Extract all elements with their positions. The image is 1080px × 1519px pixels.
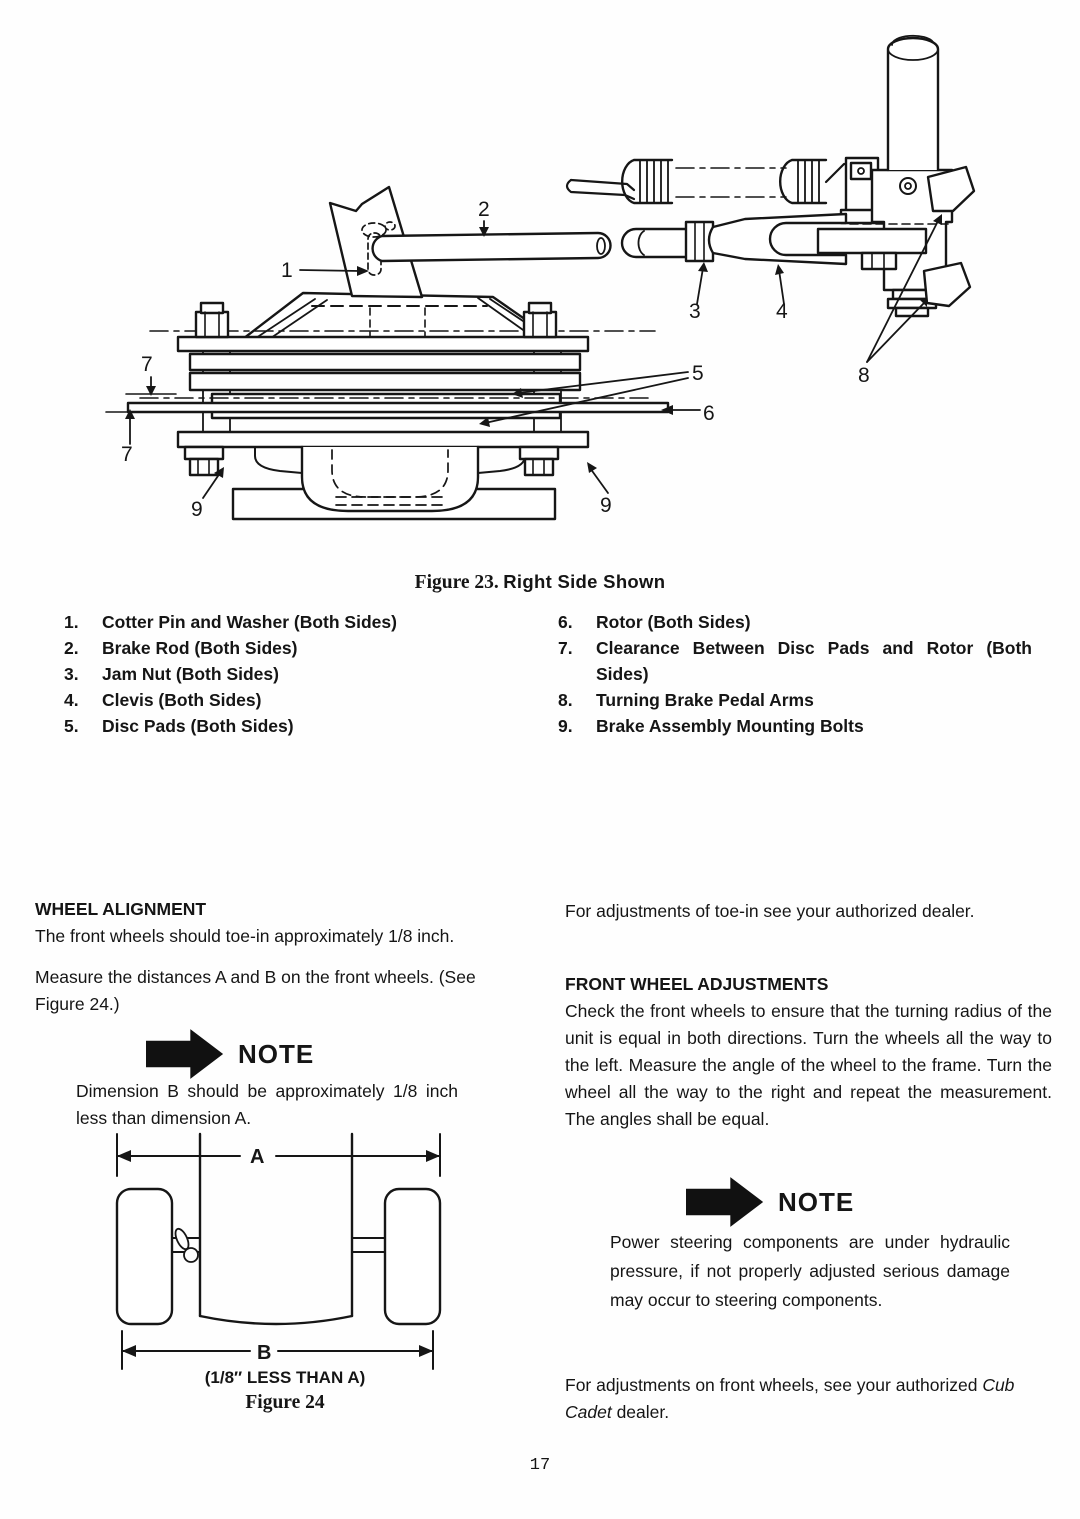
dimension-b: [122, 1331, 433, 1369]
left-front-wheel: [117, 1189, 172, 1324]
figure23-brake-assembly-drawing: [0, 0, 1080, 560]
parts-list-item: [64, 687, 516, 713]
figure23-caption: [0, 571, 1080, 594]
parts-list-item: [64, 609, 516, 635]
part-number: 1.: [64, 612, 79, 632]
closing-text-before: For adjustments on front wheels, see your authorized: [565, 1375, 983, 1395]
note-block-2: [686, 1176, 854, 1228]
part-number: 7.: [558, 638, 573, 658]
callout-3: 3: [689, 300, 701, 323]
part-label: Turning Brake Pedal Arms: [596, 690, 814, 710]
parts-list-item: [558, 713, 1032, 739]
part-label: Rotor (Both Sides): [596, 612, 751, 632]
rotor-shaft-rod: [128, 403, 668, 412]
part-label: Disc Pads (Both Sides): [102, 716, 294, 736]
callout-7-top: 7: [141, 353, 153, 376]
parts-list-item: [64, 713, 516, 739]
callout-6: 6: [703, 402, 715, 425]
closing-text-after: dealer.: [611, 1402, 670, 1422]
note-text-1: Dimension B should be approximately 1/8 inch less than dimension A.: [76, 1081, 458, 1128]
toe-in-dealer-para: For adjustments of toe-in see your authorized dealer.: [565, 901, 975, 921]
part-number: 9.: [558, 716, 573, 736]
part-label: Brake Assembly Mounting Bolts: [596, 716, 864, 736]
dimension-a-label: A: [250, 1146, 265, 1168]
part-label: Clevis (Both Sides): [102, 690, 262, 710]
part-label: Cotter Pin and Washer (Both Sides): [102, 612, 397, 632]
front-wheel-adjustments-para: Check the front wheels to ensure that the turning radius of the unit is equal in both directions. Turn the wheels all the way to the left. Measure the angle of the wheel to the frame. Turn the wheel all the way to the right and repeat the measurement. The angles shall be equal.: [565, 1001, 1052, 1129]
parts-list-item: [558, 687, 1032, 713]
callout-4: 4: [776, 300, 788, 323]
part-number: 6.: [558, 612, 573, 632]
note-arrow-icon: [686, 1176, 764, 1228]
callout-1: 1: [281, 259, 293, 282]
parts-list-right-column: [558, 609, 1032, 739]
parts-list-item: [64, 661, 516, 687]
callout-2: 2: [478, 198, 490, 221]
part-number: 8.: [558, 690, 573, 710]
brake-rod: [373, 233, 611, 261]
page-number: 17: [529, 1456, 551, 1475]
note-arrow-icon: [146, 1028, 224, 1080]
parts-list-left-column: [64, 609, 516, 739]
wheel-alignment-heading: WHEEL ALIGNMENT: [35, 899, 207, 919]
right-front-wheel: [385, 1189, 440, 1324]
figure24-caption: Figure 24: [245, 1392, 325, 1413]
wheel-alignment-para1: The front wheels should toe-in approximately 1/8 inch.: [35, 926, 455, 946]
front-wheel-adjustments-heading: FRONT WHEEL ADJUSTMENTS: [565, 974, 829, 994]
part-label: Clearance Between Disc Pads and Rotor (Both Sides): [596, 638, 1032, 684]
closing-brand-italic: Cub Cadet: [565, 1375, 1015, 1422]
figure23-caption-number: Figure 23.: [414, 572, 499, 593]
parts-list-item: [558, 609, 1032, 635]
part-number: 4.: [64, 690, 79, 710]
callout-5: 5: [692, 362, 704, 385]
figure24-subcaption: (1/8″ LESS THAN A): [204, 1368, 366, 1387]
callout-9-right: 9: [600, 494, 612, 517]
note-label: NOTE: [238, 1038, 315, 1069]
dimension-a: [117, 1134, 440, 1176]
return-spring: [567, 160, 870, 203]
wheel-alignment-section: [35, 896, 512, 1018]
callout-9-left: 9: [191, 498, 203, 521]
part-label: Jam Nut (Both Sides): [102, 664, 279, 684]
figure23-caption-text: Right Side Shown: [503, 571, 666, 592]
front-wheel-adjustments-section: [565, 971, 1052, 1133]
note-block-1: [146, 1028, 314, 1080]
closing-para: [565, 1372, 1055, 1426]
dimension-b-label: B: [257, 1342, 272, 1364]
wheel-alignment-para2: Measure the distances A and B on the front wheels. (See Figure 24.): [35, 967, 476, 1014]
part-number: 2.: [64, 638, 79, 658]
part-number: 5.: [64, 716, 79, 736]
parts-list-item: [64, 635, 516, 661]
callout-8: 8: [858, 364, 870, 387]
part-number: 3.: [64, 664, 79, 684]
part-label: Brake Rod (Both Sides): [102, 638, 298, 658]
callout-7-bottom: 7: [121, 443, 133, 466]
note-text-2: Power steering components are under hydraulic pressure, if not properly adjusted serious damage may occur to steering components.: [610, 1232, 1010, 1310]
disc-brake-stack: [128, 337, 668, 519]
figure24-toe-in-diagram: [90, 1126, 480, 1381]
note-label: NOTE: [778, 1186, 855, 1217]
parts-list-item: [558, 635, 1032, 687]
